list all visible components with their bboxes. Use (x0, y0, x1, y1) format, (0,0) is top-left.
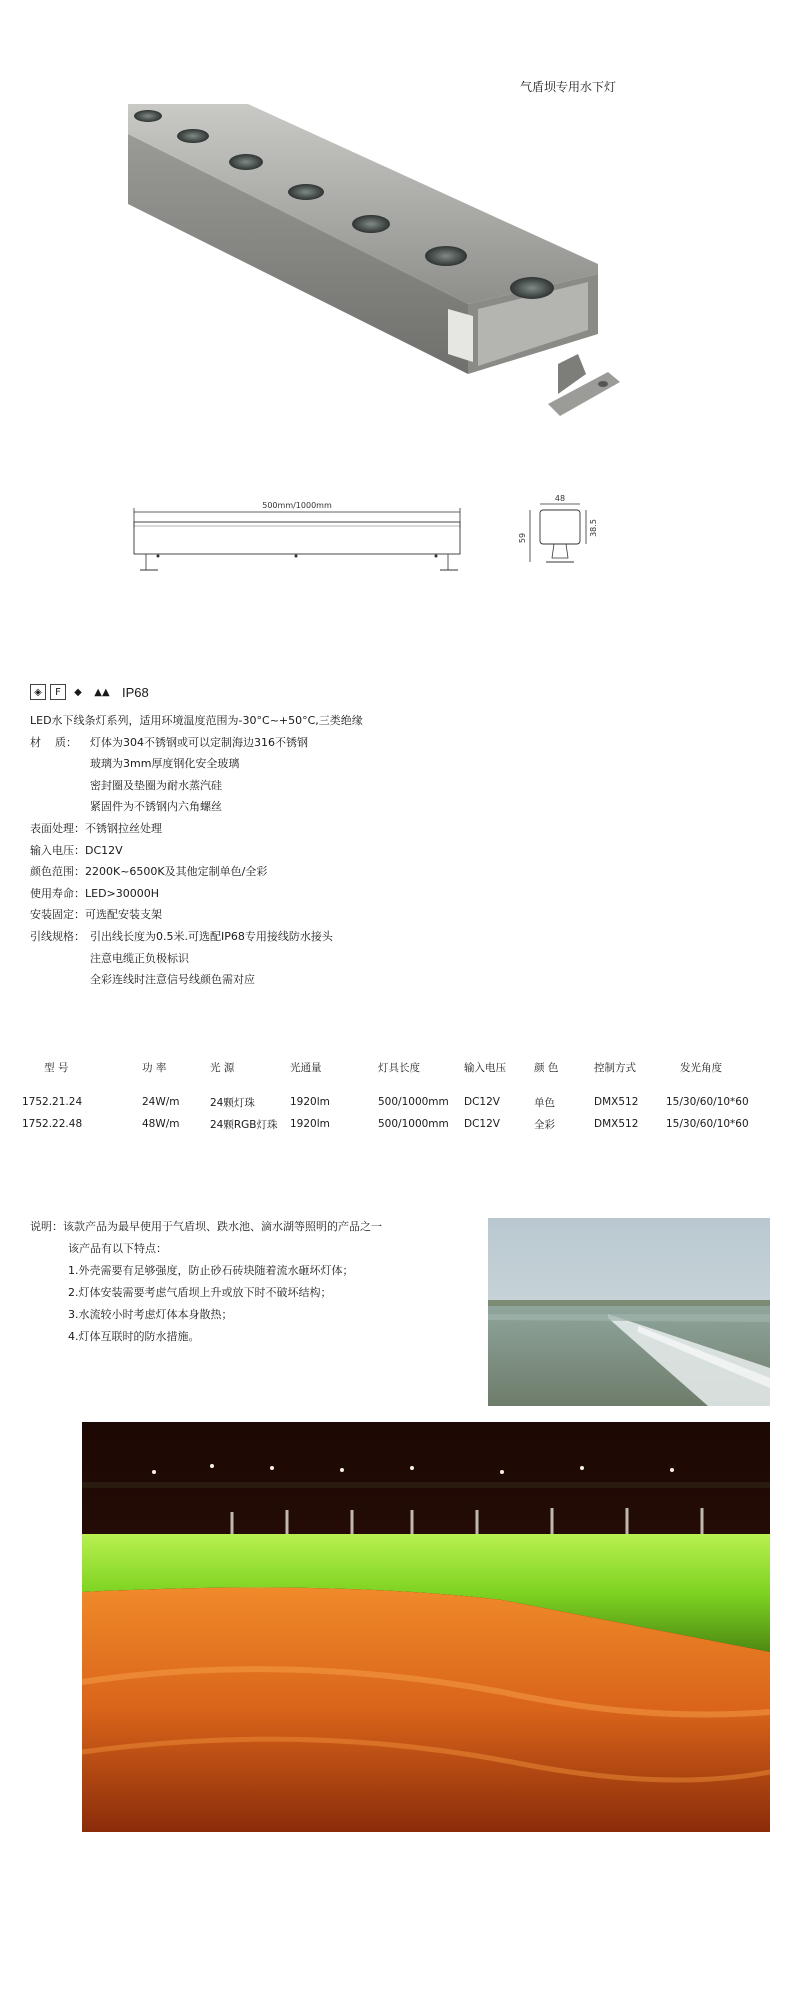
product-table (22, 1055, 770, 1135)
cell-power: 48W/m (142, 1118, 180, 1130)
notes-line: 该产品有以下特点： (68, 1242, 167, 1255)
spec-material-line: 密封圈及垫圈为耐水蒸汽硅 (90, 778, 222, 792)
cert-fill-diamond-icon: ◆ (74, 686, 82, 698)
spec-lead (30, 926, 363, 948)
cell-control: DMX512 (594, 1118, 639, 1130)
dam-day-photo (488, 1218, 770, 1406)
cell-angle: 15/30/60/10*60 (666, 1118, 749, 1130)
header-angle: 发光角度 (680, 1061, 722, 1074)
cell-source: 24颗灯珠 (210, 1096, 255, 1109)
cert-triangle-icon: ▲▲ (94, 686, 110, 698)
width-dimension: 48 (554, 494, 566, 503)
spec-color: 颜色范围：2200K~6500K及其他定制单色/全彩 (30, 865, 268, 879)
spec-material-label: 材 质： (30, 735, 77, 749)
cell-length: 500/1000mm (378, 1096, 449, 1108)
notes-line: 1.外壳需要有足够强度，防止砂石砖块随着流水砸坏灯体； (68, 1264, 354, 1277)
cell-model: 1752.21.24 (22, 1096, 83, 1108)
notes (30, 1216, 382, 1348)
ip-rating: IP68 (122, 684, 149, 700)
notes-lead: 说明：该款产品为最早使用于气盾坝、跌水池、滴水湖等照明的产品之一 (30, 1220, 382, 1233)
spec-material-line: 玻璃为3mm厚度钢化安全玻璃 (90, 757, 240, 771)
end-dimension-drawing (520, 492, 610, 592)
spec-lead-line: 注意电缆正负极标识 (90, 951, 189, 965)
cell-flux: 1920lm (290, 1118, 330, 1130)
table-header-row (22, 1055, 770, 1091)
notes-line: 2.灯体安装需要考虑气盾坝上升或放下时不破坏结构； (68, 1286, 332, 1299)
spec-material-line: 灯体为304不锈钢或可以定制海边316不锈钢 (90, 735, 308, 749)
spec-intro: LED水下线条灯系列，适用环境温度范围为-30°C~+50°C,三类绝缘 (30, 714, 363, 727)
cell-length: 500/1000mm (378, 1118, 449, 1130)
spec-lead-line: 引出线长度为0.5米.可选配IP68专用接线防水接头 (90, 929, 333, 943)
table-row (22, 1091, 770, 1113)
spec-life: 使用寿命：LED>30000H (30, 886, 160, 900)
certification-row (30, 682, 149, 702)
cert-f-icon: F (50, 684, 66, 700)
header-voltage: 输入电压 (464, 1061, 506, 1074)
spec-lead-line: 全彩连线时注意信号线颜色需对应 (90, 973, 255, 987)
height-dimension: 59 (518, 532, 527, 544)
cell-color: 单色 (534, 1096, 555, 1109)
cell-voltage: DC12V (464, 1096, 500, 1108)
spec-material (30, 732, 363, 754)
cert-diamond-icon: ◈ (30, 684, 46, 700)
cell-flux: 1920lm (290, 1096, 330, 1108)
notes-line: 4.灯体互联时的防水措施。 (68, 1330, 200, 1343)
product-photo (128, 104, 618, 434)
spec-voltage: 输入电压：DC12V (30, 843, 123, 857)
spec-material-line: 紧固件为不锈钢内六角螺丝 (90, 800, 222, 814)
spec-lead-label: 引线规格： (30, 929, 85, 943)
header-source: 光 源 (210, 1061, 235, 1074)
table-row (22, 1113, 770, 1135)
header-flux: 光通量 (290, 1061, 322, 1074)
specifications (30, 710, 363, 991)
spec-surface: 表面处理：不锈钢拉丝处理 (30, 821, 162, 835)
spec-install: 安装固定：可选配安装支架 (30, 908, 162, 922)
header-model: 型 号 (44, 1061, 69, 1074)
side-dimension-drawing (128, 498, 468, 588)
dam-night-photo (82, 1422, 770, 1832)
cell-control: DMX512 (594, 1096, 639, 1108)
cell-angle: 15/30/60/10*60 (666, 1096, 749, 1108)
cell-power: 24W/m (142, 1096, 180, 1108)
header-color: 颜 色 (534, 1061, 559, 1074)
cell-voltage: DC12V (464, 1118, 500, 1130)
length-dimension: 500mm/1000mm (262, 501, 332, 510)
body-dimension: 38.5 (589, 519, 598, 537)
header-control: 控制方式 (594, 1061, 636, 1074)
page-title: 气盾坝专用水下灯 (520, 80, 617, 94)
header-length: 灯具长度 (378, 1061, 420, 1074)
cell-color: 全彩 (534, 1118, 555, 1131)
cell-model: 1752.22.48 (22, 1118, 83, 1130)
notes-line: 3.水流较小时考虑灯体本身散热； (68, 1308, 233, 1321)
header-power: 功 率 (142, 1061, 167, 1074)
cell-source: 24颗RGB灯珠 (210, 1118, 278, 1131)
